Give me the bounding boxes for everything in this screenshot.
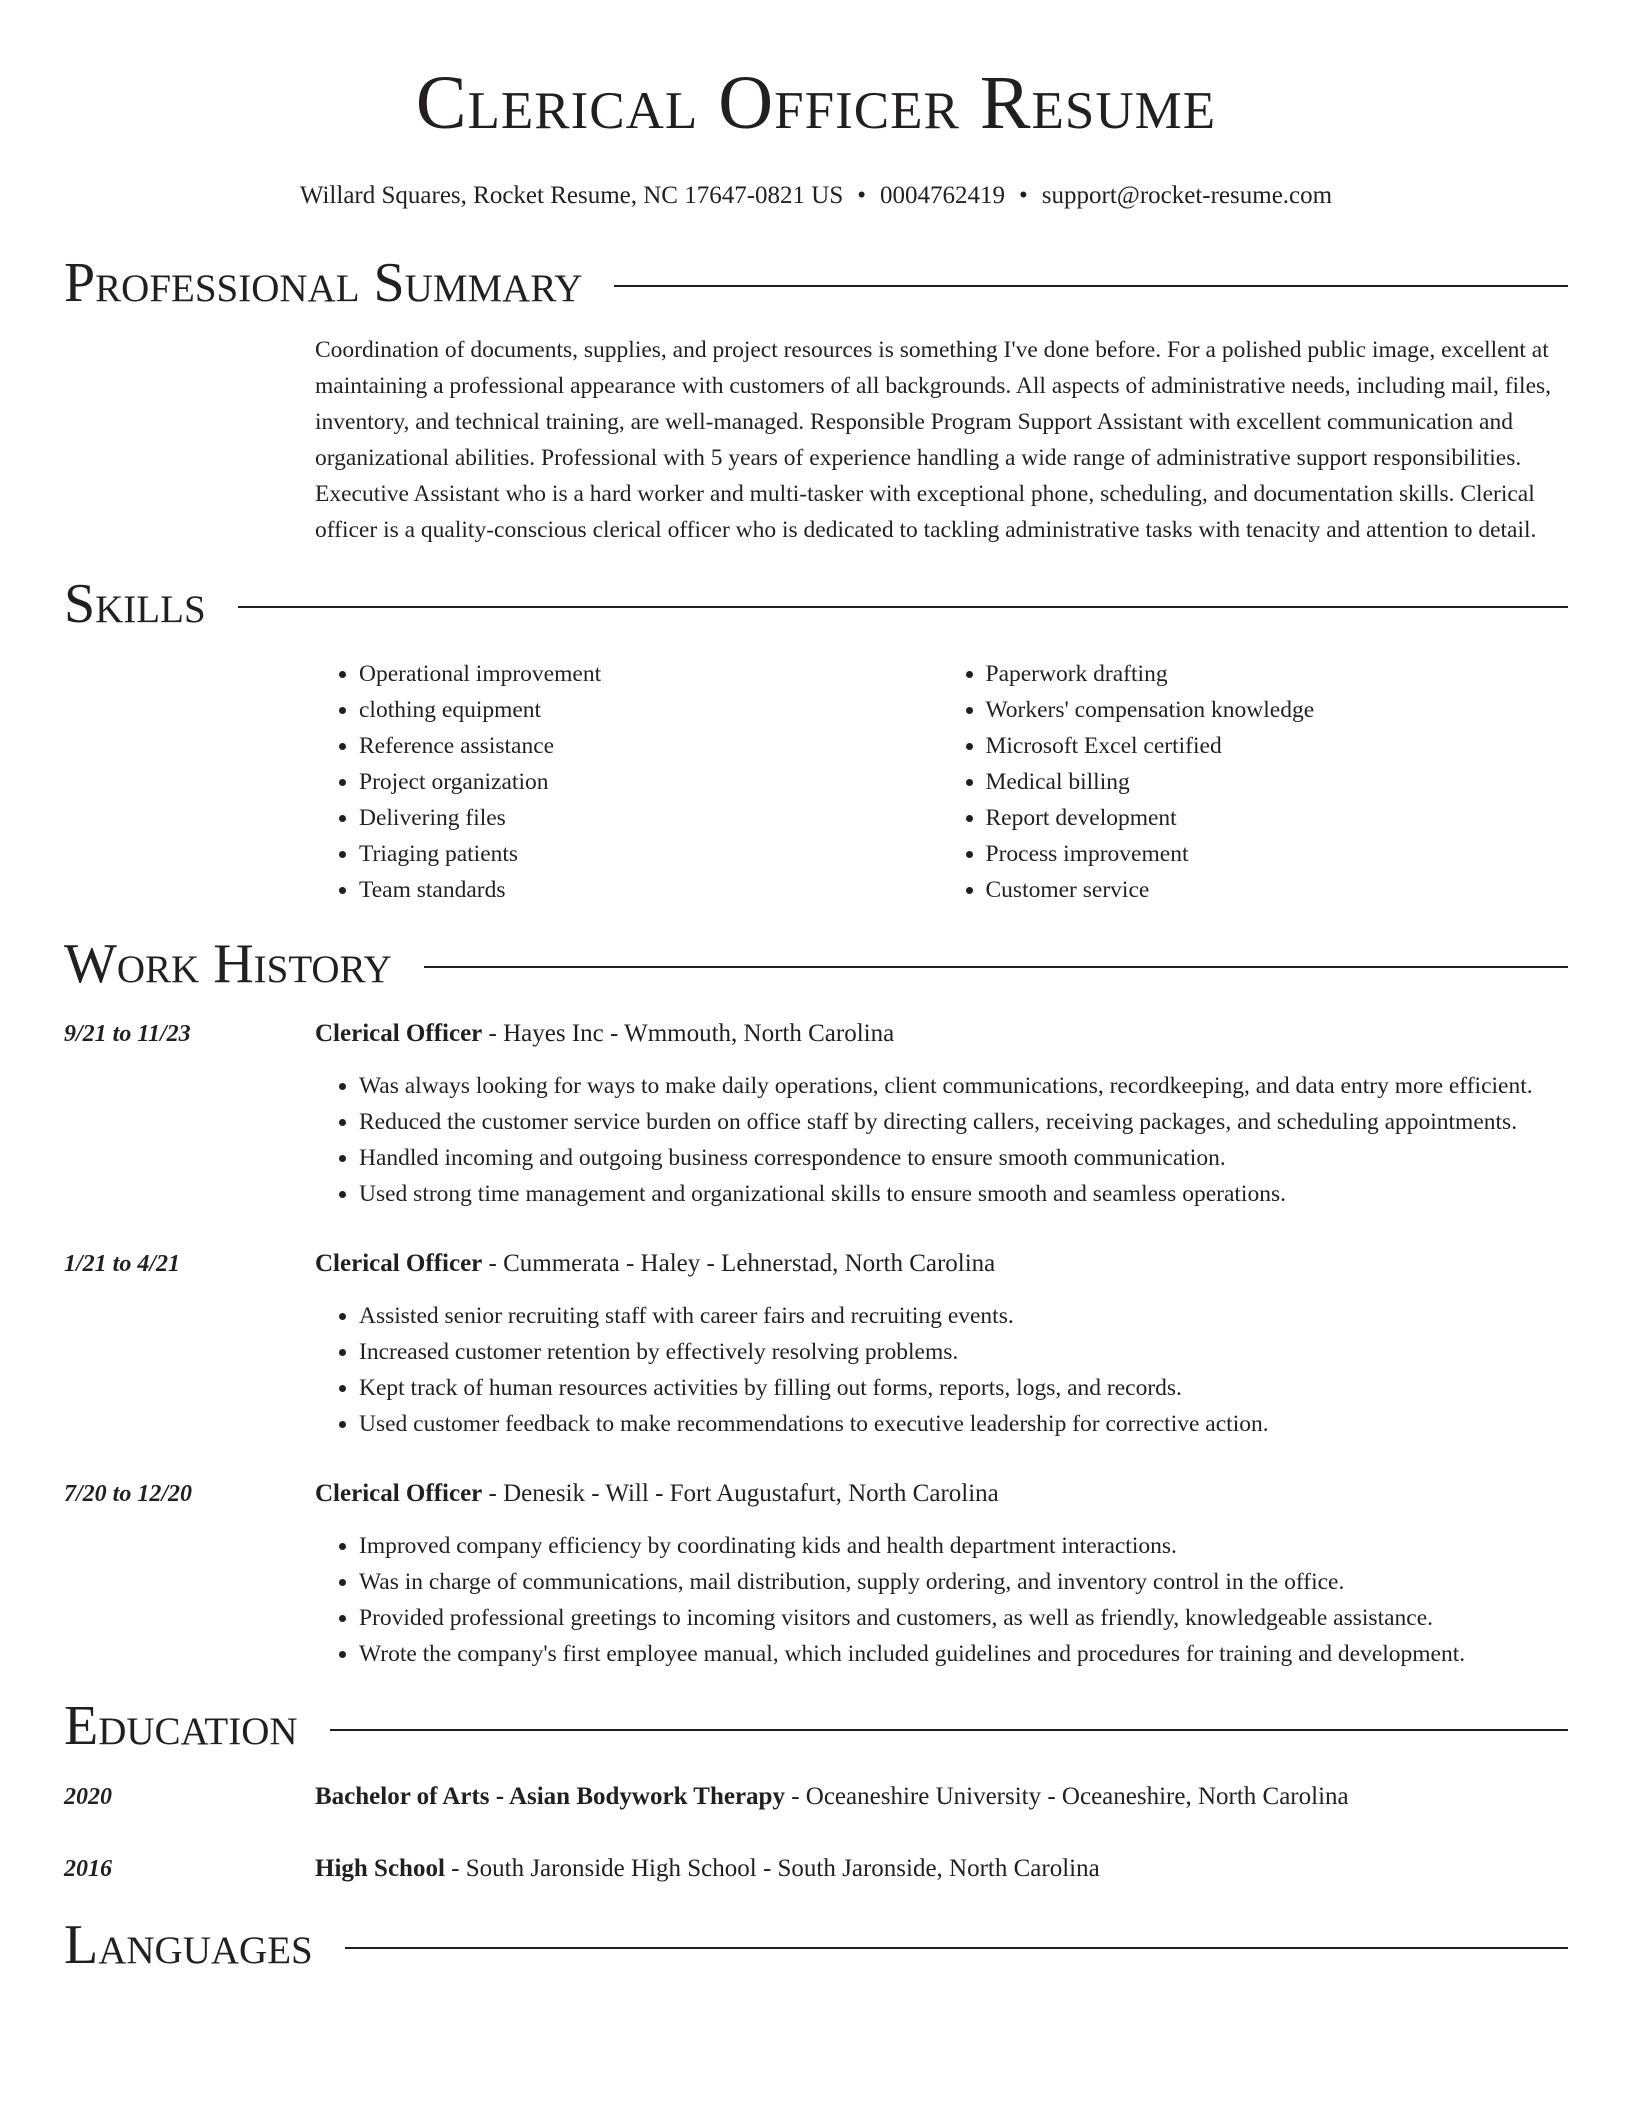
work-entry xyxy=(64,1246,1568,1442)
contact-separator: • xyxy=(857,182,867,210)
job-employer: - Hayes Inc - Wmmouth, North Carolina xyxy=(482,1020,895,1048)
education-entry xyxy=(64,1851,1568,1887)
school-details: - South Jaronside High School - South Jaronside, North Carolina xyxy=(444,1854,1100,1882)
section-divider xyxy=(238,606,1568,608)
contact-phone: 0004762419 xyxy=(880,182,1006,210)
work-dates: 1/21 to 4/21 xyxy=(64,1251,181,1278)
skill-item: • Team standards xyxy=(359,872,942,908)
skill-item: • Report development xyxy=(986,800,1569,836)
education-year: 2020 xyxy=(64,1783,112,1810)
work-bullet: • Reduced the customer service burden on office staff by directing callers, receiving packages, and scheduling appointments. xyxy=(359,1104,1568,1140)
skill-item: • Operational improvement xyxy=(359,656,942,692)
contact-email: support@rocket-resume.com xyxy=(1041,182,1333,210)
summary-section xyxy=(315,332,1568,548)
work-section-header xyxy=(64,932,1568,996)
work-heading-line xyxy=(315,1246,1568,1282)
work-bullet: • Improved company efficiency by coordinating kids and health department interactions. xyxy=(359,1528,1568,1564)
summary-section-header xyxy=(64,251,1568,315)
skill-item: • Reference assistance xyxy=(359,728,942,764)
work-entry xyxy=(64,1476,1568,1672)
degree: High School xyxy=(315,1854,445,1882)
contact-address: Willard Squares, Rocket Resume, NC 17647-0821 US xyxy=(299,182,844,210)
job-employer: - Cummerata - Haley - Lehnerstad, North Carolina xyxy=(482,1250,996,1278)
education-entry xyxy=(64,1779,1568,1815)
work-bullets xyxy=(315,1298,1568,1442)
job-title: Clerical Officer xyxy=(315,1020,483,1048)
languages-heading: Languages xyxy=(64,1913,313,1976)
skills-heading: Skills xyxy=(64,572,206,635)
work-dates: 9/21 to 11/23 xyxy=(64,1021,191,1048)
job-employer: - Denesik - Will - Fort Augustafurt, North Carolina xyxy=(482,1480,999,1508)
work-bullet: • Assisted senior recruiting staff with career fairs and recruiting events. xyxy=(359,1298,1568,1334)
skill-item: • Customer service xyxy=(986,872,1569,908)
work-bullet: • Used strong time management and organizational skills to ensure smooth and seamless operations. xyxy=(359,1176,1568,1212)
work-bullet: • Was in charge of communications, mail distribution, supply ordering, and inventory control in the office. xyxy=(359,1564,1568,1600)
job-title: Clerical Officer xyxy=(315,1480,483,1508)
education-line xyxy=(315,1779,1568,1815)
skill-item: • Paperwork drafting xyxy=(986,656,1569,692)
section-divider xyxy=(345,1947,1568,1949)
contact-line xyxy=(64,181,1568,211)
work-description xyxy=(315,1068,1568,1212)
work-bullet: • Handled incoming and outgoing business correspondence to ensure smooth communication. xyxy=(359,1140,1568,1176)
work-bullet: • Wrote the company's first employee manual, which included guidelines and procedures for training and development. xyxy=(359,1636,1568,1672)
skill-item: • clothing equipment xyxy=(359,692,942,728)
school-details: - Oceaneshire University - Oceaneshire, North Carolina xyxy=(784,1782,1349,1810)
skill-item: • Medical billing xyxy=(986,764,1569,800)
work-description xyxy=(315,1528,1568,1672)
work-bullet: • Provided professional greetings to incoming visitors and customers, as well as friendly, knowledgeable assistance. xyxy=(359,1600,1568,1636)
summary-heading: Professional Summary xyxy=(64,252,583,315)
work-heading: Work History xyxy=(64,932,392,995)
work-heading-line xyxy=(315,1476,1568,1512)
work-bullet: • Increased customer retention by effectively resolving problems. xyxy=(359,1334,1568,1370)
languages-section-header xyxy=(64,1913,1568,1977)
contact-separator: • xyxy=(1019,182,1028,210)
skill-item: • Process improvement xyxy=(986,836,1569,872)
skills-list-right xyxy=(942,656,1569,908)
work-entry xyxy=(64,1016,1568,1212)
education-line xyxy=(315,1851,1568,1887)
work-bullets xyxy=(315,1068,1568,1212)
education-heading: Education xyxy=(64,1695,298,1758)
skill-item: • Delivering files xyxy=(359,800,942,836)
section-divider xyxy=(614,285,1568,287)
section-divider xyxy=(330,1729,1568,1731)
work-description xyxy=(315,1298,1568,1442)
skills-list-left xyxy=(315,656,942,908)
resume-page xyxy=(64,0,1568,1977)
work-bullet: • Was always looking for ways to make daily operations, client communications, recordkeeping, and data entry more efficient. xyxy=(359,1068,1568,1104)
education-year: 2016 xyxy=(64,1855,112,1882)
work-bullet: • Used customer feedback to make recommendations to executive leadership for corrective action. xyxy=(359,1406,1568,1442)
skill-item: • Microsoft Excel certified xyxy=(986,728,1569,764)
work-heading-line xyxy=(315,1016,1568,1052)
skills-section xyxy=(315,656,1568,908)
skill-item: • Triaging patients xyxy=(359,836,942,872)
degree: Bachelor of Arts - Asian Bodywork Therapy xyxy=(315,1782,785,1810)
resume-title: Clerical Officer Resume xyxy=(415,61,1217,145)
summary-text: Coordination of documents, supplies, and project resources is something I've done before. For a polished public image, excellent at maintaining a professional appearance with customers of all backgrounds. All aspects of administrative needs, including mail, files, inventory, and technical training, are well-managed. Responsible Program Support Assistant with excellent communication and organizational abilities. Professional with 5 years of experience handling a wide range of administrative support responsibilities. Executive Assistant who is a hard worker and multi-tasker with exceptional phone, scheduling, and documentation skills. Clerical officer is a quality-conscious clerical officer who is dedicated to tackling administrative tasks with tenacity and attention to detail. xyxy=(315,336,1552,543)
skill-item: • Workers' compensation knowledge xyxy=(986,692,1569,728)
skills-section-header xyxy=(64,572,1568,636)
education-section-header xyxy=(64,1694,1568,1758)
work-bullet: • Kept track of human resources activities by filling out forms, reports, logs, and records. xyxy=(359,1370,1568,1406)
work-bullets xyxy=(315,1528,1568,1672)
skill-item: • Project organization xyxy=(359,764,942,800)
work-dates: 7/20 to 12/20 xyxy=(64,1481,193,1508)
job-title: Clerical Officer xyxy=(315,1250,483,1278)
section-divider xyxy=(424,966,1568,968)
